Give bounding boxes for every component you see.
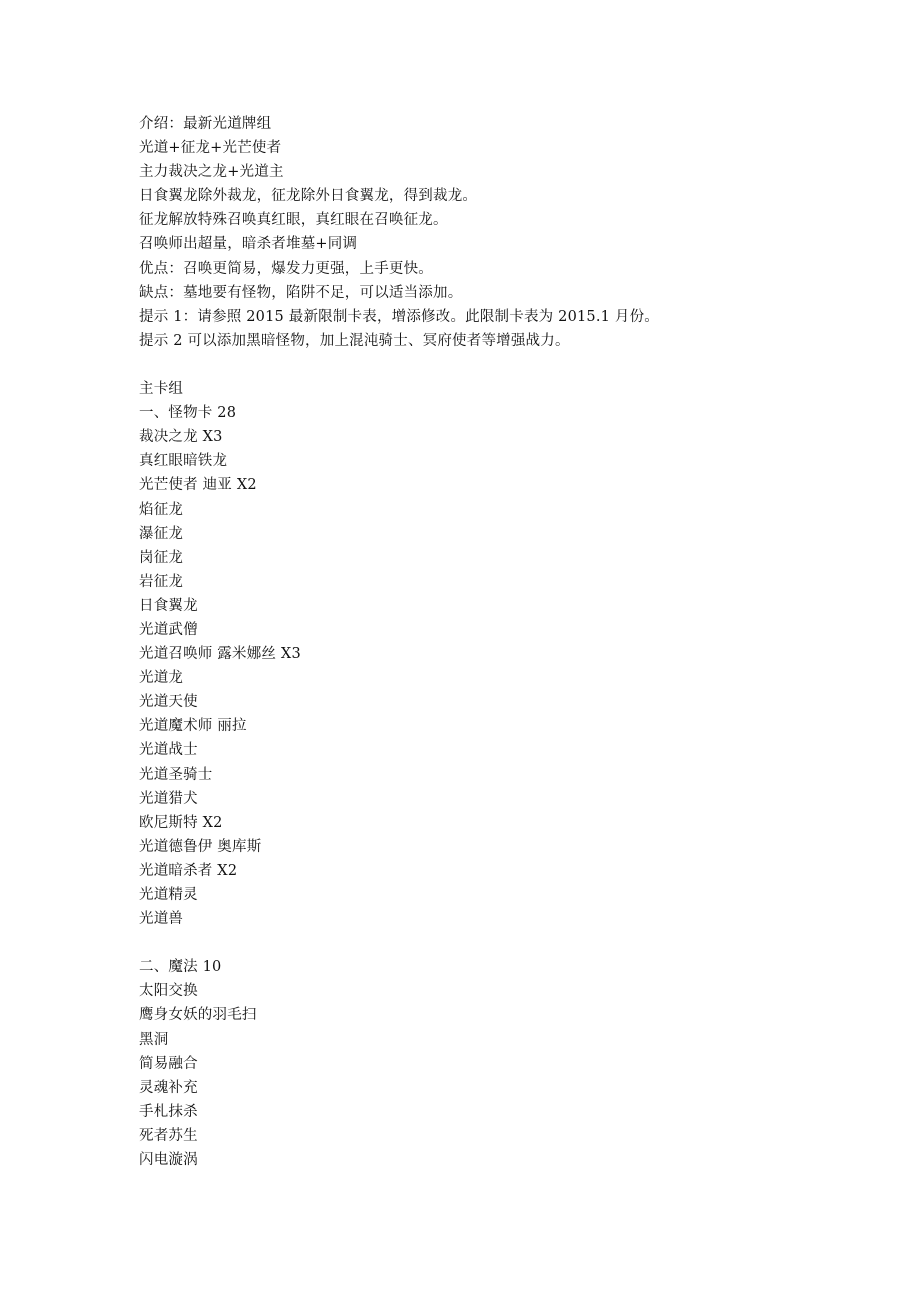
- intro-line: 征龙解放特殊召唤真红眼，真红眼在召唤征龙。: [139, 212, 448, 229]
- intro-line: 光道+征龙+光芒使者: [139, 140, 282, 157]
- document-body: [139, 112, 839, 1172]
- card-list-item: 真红眼暗铁龙: [139, 453, 228, 470]
- intro-line: 召唤师出超量，暗杀者堆墓+同调: [139, 236, 358, 253]
- intro-title: 介绍：最新光道牌组: [139, 116, 272, 132]
- card-list-item: 光道德鲁伊 奥库斯: [139, 838, 262, 855]
- card-list-item: 光道天使: [139, 694, 198, 711]
- card-list-item: 死者苏生: [139, 1127, 198, 1144]
- card-list-item: 简易融合: [139, 1055, 198, 1072]
- spell-heading: 二、魔法 10: [139, 959, 222, 976]
- card-list-item: 黑洞: [139, 1031, 169, 1048]
- card-list-item: 手札抹杀: [139, 1103, 198, 1120]
- card-list-item: 灵魂补充: [139, 1079, 198, 1096]
- card-list-item: 岗征龙: [139, 549, 184, 566]
- card-list-item: 岩征龙: [139, 573, 184, 590]
- card-list-item: 光道龙: [139, 670, 184, 687]
- advantages-line: 优点：召唤更简易，爆发力更强，上手更快。: [139, 260, 433, 277]
- card-list-item: 光道战士: [139, 742, 198, 759]
- card-list-item: 光道圣骑士: [139, 766, 213, 783]
- card-list-item: 光芒使者 迪亚 X2: [139, 477, 257, 494]
- card-list-item: 裁决之龙 X3: [139, 429, 223, 446]
- tip-2-line: 提示 2 可以添加黑暗怪物，加上混沌骑士、冥府使者等增强战力。: [139, 332, 570, 349]
- card-list-item: 鹰身女妖的羽毛扫: [139, 1007, 257, 1024]
- main-deck-title: 主卡组: [139, 381, 184, 398]
- spell-section: [139, 955, 839, 1172]
- monster-heading: 一、怪物卡 28: [139, 405, 237, 422]
- card-list-item: 焰征龙: [139, 501, 184, 518]
- card-list-item: 日食翼龙: [139, 597, 198, 614]
- card-list-item: 闪电漩涡: [139, 1152, 198, 1169]
- intro-line: 主力裁决之龙+光道主: [139, 164, 284, 181]
- card-list-item: 光道猎犬: [139, 790, 198, 807]
- card-list-item: 光道暗杀者 X2: [139, 862, 238, 879]
- tip-1-line: 提示 1：请参照 2015 最新限制卡表，增添修改。此限制卡表为 2015.1 月份。: [139, 308, 660, 325]
- card-list-item: 光道精灵: [139, 887, 198, 903]
- card-list-item: 光道召唤师 露米娜丝 X3: [139, 646, 301, 663]
- monster-section: [139, 401, 839, 931]
- intro-line: 日食翼龙除外裁龙，征龙除外日食翼龙，得到裁龙。: [139, 188, 478, 205]
- card-list-item: 瀑征龙: [139, 525, 184, 542]
- card-list-item: 光道兽: [139, 911, 184, 928]
- disadvantages-line: 缺点：墓地要有怪物，陷阱不足，可以适当添加。: [139, 284, 463, 301]
- card-list-item: 光道魔术师 丽拉: [139, 718, 247, 735]
- intro-section: [139, 112, 839, 353]
- card-list-item: 欧尼斯特 X2: [139, 814, 223, 831]
- card-list-item: 太阳交换: [139, 983, 198, 1000]
- blank-line: [139, 931, 839, 955]
- blank-line: [139, 353, 839, 377]
- main-deck-section: [139, 377, 839, 1172]
- card-list-item: 光道武僧: [139, 621, 198, 638]
